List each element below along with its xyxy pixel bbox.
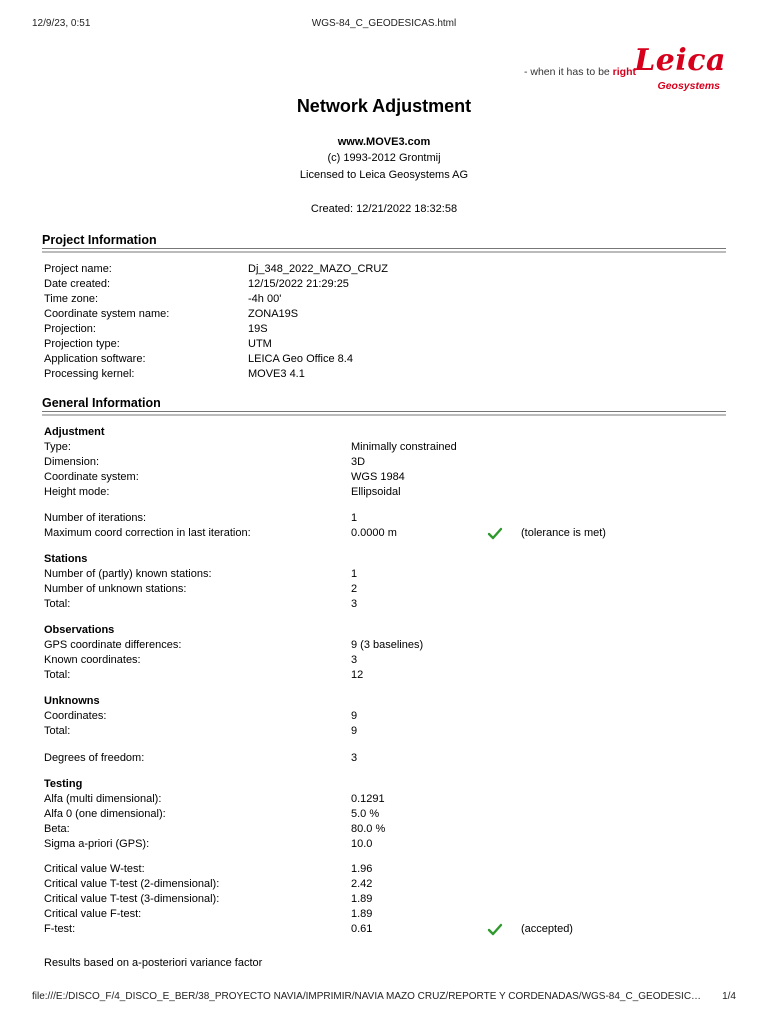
general-info-table <box>44 425 724 937</box>
info-label: Time zone: <box>44 293 99 305</box>
info-value: LEICA Geo Office 8.4 <box>248 353 353 365</box>
check-mark-icon <box>487 923 503 936</box>
info-row <box>44 440 724 455</box>
print-header <box>0 18 768 32</box>
info-value: WGS 1984 <box>351 471 405 483</box>
info-row <box>44 877 724 892</box>
info-row <box>44 751 724 766</box>
info-value: 2.42 <box>351 878 373 890</box>
group-stations <box>44 552 724 612</box>
info-value: 3 <box>351 598 358 610</box>
print-title: WGS-84_C_GEODESICAS.html <box>311 18 457 29</box>
info-label: Alfa 0 (one dimensional): <box>44 808 166 820</box>
info-label: Critical value F-test: <box>44 908 142 920</box>
leica-logo <box>634 43 728 98</box>
info-value: 1 <box>351 568 358 580</box>
info-value: 3 <box>351 654 358 666</box>
info-row <box>44 862 724 877</box>
info-row <box>44 638 724 653</box>
info-label: Critical value W-test: <box>44 863 145 875</box>
info-row <box>44 455 724 470</box>
info-note: (accepted) <box>521 923 573 935</box>
check-mark-icon <box>487 527 503 540</box>
copyright-text: (c) 1993-2012 Grontmij <box>327 152 441 164</box>
section-rule <box>42 411 726 412</box>
section-general-information <box>42 396 726 412</box>
section-project-information <box>42 233 726 249</box>
info-row <box>44 922 724 937</box>
info-row <box>44 837 724 852</box>
info-value: UTM <box>248 338 272 350</box>
info-row <box>44 277 704 292</box>
info-row <box>44 597 724 612</box>
section-rule-shadow <box>42 251 726 253</box>
info-note: (tolerance is met) <box>521 527 606 539</box>
info-label: Degrees of freedom: <box>44 752 145 764</box>
info-value: 0.0000 m <box>351 527 397 539</box>
info-label: Coordinate system: <box>44 471 139 483</box>
info-value: 9 (3 baselines) <box>351 639 424 651</box>
print-date: 12/9/23, 0:51 <box>32 18 91 29</box>
group-unknowns <box>44 694 724 739</box>
footnote: Results based on a-posteriori variance factor <box>44 957 263 969</box>
info-row <box>44 470 724 485</box>
info-label: Number of iterations: <box>44 512 147 524</box>
info-row <box>44 668 724 683</box>
info-row <box>44 567 724 582</box>
info-value: 12/15/2022 21:29:25 <box>248 278 349 290</box>
info-row <box>44 526 724 541</box>
info-value: 9 <box>351 725 358 737</box>
group-heading: Unknowns <box>44 695 100 707</box>
info-label: Number of (partly) known stations: <box>44 568 212 580</box>
info-label: Coordinates: <box>44 710 107 722</box>
info-value: ZONA19S <box>248 308 299 320</box>
print-page-number: 1/4 <box>722 991 736 1002</box>
info-label: F-test: <box>44 923 76 935</box>
brand-tagline <box>524 66 636 78</box>
info-value: -4h 00' <box>248 293 282 305</box>
section-rule-shadow <box>42 414 726 416</box>
info-label: Project name: <box>44 263 112 275</box>
print-footer <box>0 991 768 1005</box>
info-label: Alfa (multi dimensional): <box>44 793 162 805</box>
group-heading: Adjustment <box>44 426 105 438</box>
info-row <box>44 352 704 367</box>
info-label: Critical value T-test (2-dimensional): <box>44 878 220 890</box>
info-label: Known coordinates: <box>44 654 141 666</box>
group-observations <box>44 623 724 683</box>
info-row <box>44 262 704 277</box>
info-row <box>44 807 724 822</box>
info-value: MOVE3 4.1 <box>248 368 305 380</box>
group-iterations <box>44 511 724 541</box>
section-rule <box>42 248 726 249</box>
info-value: 0.61 <box>351 923 373 935</box>
info-row <box>44 724 724 739</box>
info-value: Ellipsoidal <box>351 486 401 498</box>
info-value: 1.89 <box>351 893 373 905</box>
info-value: 80.0 % <box>351 823 386 835</box>
info-value: 1.89 <box>351 908 373 920</box>
info-label: Total: <box>44 725 71 737</box>
section-title: General Information <box>42 396 161 410</box>
info-label: Total: <box>44 669 71 681</box>
license-text: Licensed to Leica Geosystems AG <box>299 169 469 181</box>
tagline-emphasis: right <box>612 66 636 78</box>
info-label: Date created: <box>44 278 111 290</box>
group-critical <box>44 862 724 937</box>
info-label: Processing kernel: <box>44 368 135 380</box>
info-label: GPS coordinate differences: <box>44 639 182 651</box>
website-text: www.MOVE3.com <box>337 136 431 148</box>
info-row <box>44 292 704 307</box>
info-label: Dimension: <box>44 456 100 468</box>
info-row <box>44 367 704 382</box>
info-value: 1 <box>351 512 358 524</box>
group-heading: Stations <box>44 553 88 565</box>
info-value: Minimally constrained <box>351 441 457 453</box>
info-value: 5.0 % <box>351 808 380 820</box>
brand-block <box>488 44 728 98</box>
info-label: Total: <box>44 598 71 610</box>
info-label: Beta: <box>44 823 70 835</box>
info-row <box>44 337 704 352</box>
info-row <box>44 709 724 724</box>
info-value: 2 <box>351 583 358 595</box>
section-title: Project Information <box>42 233 157 247</box>
tagline-prefix: - when it has to be <box>523 66 613 78</box>
info-label: Number of unknown stations: <box>44 583 187 595</box>
info-label: Application software: <box>44 353 146 365</box>
group-freedom <box>44 751 724 766</box>
info-label: Projection: <box>44 323 96 335</box>
info-value: 10.0 <box>351 838 373 850</box>
group-heading: Testing <box>44 778 83 790</box>
created-text: Created: 12/21/2022 18:32:58 <box>310 203 458 215</box>
project-info-table <box>44 262 704 382</box>
group-heading: Observations <box>44 624 115 636</box>
info-value: 19S <box>248 323 268 335</box>
info-value: 12 <box>351 669 364 681</box>
info-row <box>44 653 724 668</box>
info-label: Coordinate system name: <box>44 308 170 320</box>
info-value: 1.96 <box>351 863 373 875</box>
logo-sub: Geosystems <box>657 80 720 92</box>
info-row <box>44 511 724 526</box>
info-label: Critical value T-test (3-dimensional): <box>44 893 220 905</box>
info-value: 3D <box>351 456 366 468</box>
info-row <box>44 307 704 322</box>
info-row <box>44 582 724 597</box>
info-row <box>44 907 724 922</box>
logo-word: Leica <box>634 43 726 78</box>
info-value: 3 <box>351 752 358 764</box>
page-title: Network Adjustment <box>296 96 472 116</box>
info-label: Projection type: <box>44 338 120 350</box>
info-value: 0.1291 <box>351 793 385 805</box>
print-url: file:///E:/DISCO_F/4_DISCO_E_BER/38_PROYECTO NAVIA/IMPRIMIR/NAVIA MAZO CRUZ/REPORTE Y CORDENADAS/WGS-84_C_GEODESIC… <box>32 991 702 1002</box>
info-value: 9 <box>351 710 358 722</box>
info-label: Type: <box>44 441 71 453</box>
info-row <box>44 322 704 337</box>
info-label: Maximum coord correction in last iteration: <box>44 527 251 539</box>
info-value: Dj_348_2022_MAZO_CRUZ <box>248 263 389 275</box>
info-label: Sigma a-priori (GPS): <box>44 838 150 850</box>
group-testing <box>44 777 724 852</box>
info-row <box>44 822 724 837</box>
info-label: Height mode: <box>44 486 110 498</box>
info-row <box>44 892 724 907</box>
group-adjustment <box>44 425 724 500</box>
info-row <box>44 485 724 500</box>
info-row <box>44 792 724 807</box>
